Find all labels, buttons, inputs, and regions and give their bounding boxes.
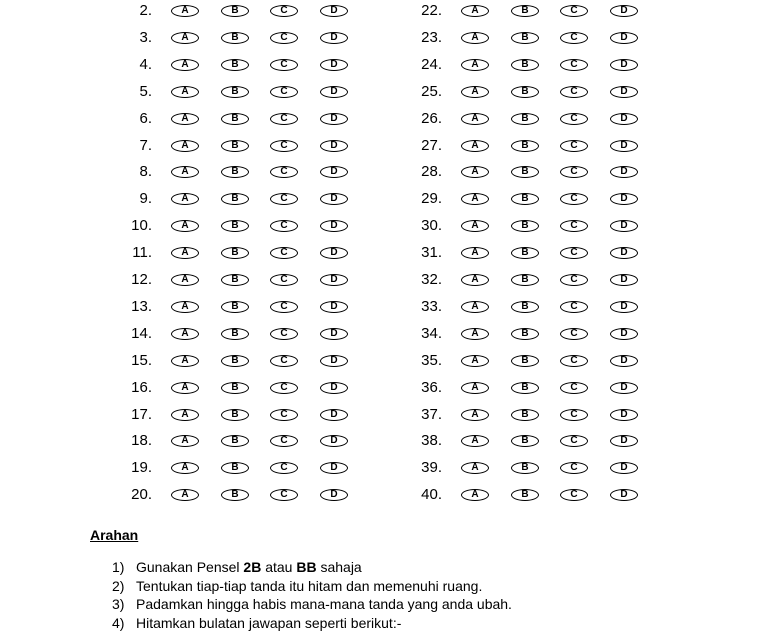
answer-bubble-b[interactable]: B [221, 489, 249, 501]
answer-bubble-c[interactable]: C [270, 140, 298, 152]
answer-bubble-c[interactable]: C [560, 435, 588, 447]
answer-bubble-d[interactable]: D [320, 59, 348, 71]
answer-bubble-a[interactable]: A [461, 59, 489, 71]
answer-row [390, 270, 650, 290]
question-number: 5. [100, 82, 152, 102]
question-number: 30. [390, 216, 442, 236]
answer-bubble-a[interactable]: A [171, 247, 199, 259]
answer-bubble-c[interactable]: C [560, 409, 588, 421]
question-number: 10. [100, 216, 152, 236]
answer-bubble-c[interactable]: C [560, 355, 588, 367]
answer-bubble-a[interactable]: A [171, 409, 199, 421]
answer-bubble-b[interactable]: B [511, 355, 539, 367]
instruction-text: sahaja [317, 559, 362, 575]
question-number: 14. [100, 324, 152, 344]
answer-bubble-b[interactable]: B [511, 328, 539, 340]
answer-bubble-b[interactable]: B [511, 435, 539, 447]
answer-bubble-c[interactable]: C [270, 59, 298, 71]
answer-bubble-c[interactable]: C [270, 220, 298, 232]
answer-row [100, 82, 360, 102]
instruction-text: Padamkan hingga habis mana-mana tanda yang anda ubah. [136, 596, 512, 612]
question-number: 9. [100, 189, 152, 209]
answer-bubble-c[interactable]: C [270, 382, 298, 394]
answer-row [100, 55, 360, 75]
answer-bubble-d[interactable]: D [320, 5, 348, 17]
answer-bubble-b[interactable]: B [511, 274, 539, 286]
answer-bubble-a[interactable]: A [171, 140, 199, 152]
answer-bubble-a[interactable]: A [461, 113, 489, 125]
answer-bubble-d[interactable]: D [610, 301, 638, 313]
answer-bubble-c[interactable]: C [270, 86, 298, 98]
answer-bubble-d[interactable]: D [610, 113, 638, 125]
answer-bubble-d[interactable]: D [610, 247, 638, 259]
instruction-text: Hitamkan bulatan jawapan seperti berikut:- [136, 615, 401, 631]
answer-bubble-d[interactable]: D [610, 328, 638, 340]
question-number: 22. [390, 1, 442, 21]
answer-bubble-a[interactable]: A [461, 462, 489, 474]
answer-bubble-d[interactable]: D [610, 220, 638, 232]
answer-bubble-c[interactable]: C [270, 247, 298, 259]
answer-row [390, 28, 650, 48]
answer-bubble-a[interactable]: A [461, 5, 489, 17]
question-number: 35. [390, 351, 442, 371]
answer-row [100, 109, 360, 129]
answer-bubble-a[interactable]: A [461, 166, 489, 178]
instruction-bold-2b: 2B [243, 559, 261, 575]
answer-bubble-d[interactable]: D [320, 435, 348, 447]
answer-bubble-a[interactable]: A [461, 220, 489, 232]
answer-bubble-a[interactable]: A [461, 247, 489, 259]
answer-bubble-c[interactable]: C [560, 140, 588, 152]
answer-bubble-b[interactable]: B [511, 113, 539, 125]
answer-bubble-d[interactable]: D [610, 489, 638, 501]
answer-bubble-c[interactable]: C [270, 301, 298, 313]
instruction-text: atau [261, 559, 296, 575]
answer-row [100, 324, 360, 344]
instruction-text: Gunakan Pensel [136, 559, 243, 575]
answer-bubble-a[interactable]: A [461, 193, 489, 205]
answer-bubble-b[interactable]: B [221, 462, 249, 474]
instruction-number: 4) [112, 614, 124, 632]
answer-row [100, 485, 360, 505]
answer-bubble-a[interactable]: A [461, 301, 489, 313]
answer-row [100, 189, 360, 209]
answer-bubble-a[interactable]: A [461, 274, 489, 286]
answer-bubble-d[interactable]: D [320, 382, 348, 394]
answer-bubble-a[interactable]: A [171, 193, 199, 205]
question-number: 36. [390, 378, 442, 398]
answer-bubble-b[interactable]: B [511, 301, 539, 313]
answer-bubble-a[interactable]: A [171, 59, 199, 71]
question-number: 38. [390, 431, 442, 451]
answer-bubble-c[interactable]: C [270, 462, 298, 474]
answer-bubble-a[interactable]: A [171, 220, 199, 232]
answer-bubble-c[interactable]: C [270, 409, 298, 421]
answer-bubble-d[interactable]: D [610, 274, 638, 286]
answer-bubble-d[interactable]: D [610, 5, 638, 17]
instruction-item [112, 577, 690, 596]
answer-bubble-b[interactable]: B [511, 382, 539, 394]
answer-bubble-b[interactable]: B [221, 86, 249, 98]
question-number: 20. [100, 485, 152, 505]
answer-row [390, 351, 650, 371]
answer-bubble-c[interactable]: C [270, 355, 298, 367]
answer-row [100, 136, 360, 156]
answer-bubble-d[interactable]: D [610, 166, 638, 178]
answer-bubble-d[interactable]: D [610, 86, 638, 98]
answer-row [390, 55, 650, 75]
question-number: 7. [100, 136, 152, 156]
answer-bubble-a[interactable]: A [171, 5, 199, 17]
question-number: 27. [390, 136, 442, 156]
answer-bubble-b[interactable]: B [221, 140, 249, 152]
instruction-item [112, 595, 690, 614]
question-number: 34. [390, 324, 442, 344]
question-number: 11. [100, 243, 152, 263]
question-number: 16. [100, 378, 152, 398]
question-number: 17. [100, 405, 152, 425]
answer-bubble-b[interactable]: B [221, 247, 249, 259]
question-number: 33. [390, 297, 442, 317]
answer-bubble-a[interactable]: A [171, 489, 199, 501]
answer-bubble-a[interactable]: A [461, 489, 489, 501]
answer-bubble-c[interactable]: C [270, 193, 298, 205]
answer-bubble-a[interactable]: A [461, 435, 489, 447]
answer-bubble-a[interactable]: A [461, 409, 489, 421]
answer-bubble-d[interactable]: D [610, 59, 638, 71]
instruction-text: Tentukan tiap-tiap tanda itu hitam dan memenuhi ruang. [136, 578, 482, 594]
answer-row [390, 189, 650, 209]
answer-row [390, 458, 650, 478]
answer-row [390, 324, 650, 344]
answer-bubble-a[interactable]: A [461, 328, 489, 340]
question-number: 13. [100, 297, 152, 317]
question-number: 31. [390, 243, 442, 263]
instruction-item [112, 614, 690, 632]
answer-bubble-d[interactable]: D [320, 32, 348, 44]
instruction-number: 2) [112, 577, 124, 596]
instruction-number: 1) [112, 558, 124, 577]
question-number: 37. [390, 405, 442, 425]
question-number: 8. [100, 162, 152, 182]
answer-bubble-d[interactable]: D [320, 220, 348, 232]
answer-bubble-d[interactable]: D [320, 113, 348, 125]
answer-bubble-b[interactable]: B [221, 328, 249, 340]
question-number: 12. [100, 270, 152, 290]
answer-bubble-d[interactable]: D [320, 328, 348, 340]
answer-row [390, 216, 650, 236]
question-number: 29. [390, 189, 442, 209]
answer-bubble-b[interactable]: B [221, 59, 249, 71]
question-number: 3. [100, 28, 152, 48]
answer-bubble-d[interactable]: D [320, 489, 348, 501]
question-number: 40. [390, 485, 442, 505]
answer-bubble-c[interactable]: C [560, 113, 588, 125]
answer-bubble-a[interactable]: A [461, 86, 489, 98]
answer-bubble-b[interactable]: B [511, 489, 539, 501]
answer-bubble-c[interactable]: C [560, 328, 588, 340]
answer-bubble-d[interactable]: D [610, 32, 638, 44]
answer-row [390, 405, 650, 425]
question-number: 2. [100, 1, 152, 21]
answer-bubble-a[interactable]: A [461, 32, 489, 44]
answer-bubble-d[interactable]: D [610, 435, 638, 447]
answer-bubble-c[interactable]: C [560, 86, 588, 98]
answer-bubble-b[interactable]: B [511, 86, 539, 98]
answer-row [390, 297, 650, 317]
answer-bubble-a[interactable]: A [171, 166, 199, 178]
question-number: 24. [390, 55, 442, 75]
answer-row [390, 378, 650, 398]
answer-row [100, 378, 360, 398]
answer-row [100, 162, 360, 182]
answer-bubble-b[interactable]: B [221, 274, 249, 286]
answer-bubble-b[interactable]: B [221, 435, 249, 447]
question-number: 4. [100, 55, 152, 75]
instruction-number: 3) [112, 595, 124, 614]
answer-bubble-b[interactable]: B [511, 409, 539, 421]
answer-bubble-b[interactable]: B [511, 32, 539, 44]
answer-bubble-c[interactable]: C [560, 32, 588, 44]
answer-bubble-c[interactable]: C [560, 274, 588, 286]
answer-bubble-b[interactable]: B [511, 193, 539, 205]
answer-bubble-c[interactable]: C [560, 301, 588, 313]
answer-row [100, 216, 360, 236]
answer-bubble-a[interactable]: A [171, 274, 199, 286]
answer-row [390, 431, 650, 451]
answer-bubble-a[interactable]: A [171, 435, 199, 447]
answer-row [100, 431, 360, 451]
answer-row [100, 270, 360, 290]
answer-row [100, 405, 360, 425]
answer-bubble-b[interactable]: B [221, 301, 249, 313]
answer-bubble-d[interactable]: D [320, 301, 348, 313]
answer-bubble-c[interactable]: C [270, 113, 298, 125]
answer-bubble-b[interactable]: B [221, 32, 249, 44]
answer-bubble-b[interactable]: B [511, 220, 539, 232]
answer-row [100, 1, 360, 21]
answer-bubble-b[interactable]: B [221, 220, 249, 232]
question-number: 26. [390, 109, 442, 129]
instruction-bold-bb: BB [296, 559, 316, 575]
instructions-section [90, 526, 690, 632]
answer-bubble-b[interactable]: B [221, 5, 249, 17]
answer-bubble-b[interactable]: B [511, 140, 539, 152]
answer-bubble-b[interactable]: B [221, 382, 249, 394]
answer-bubble-b[interactable]: B [221, 193, 249, 205]
answer-bubble-a[interactable]: A [171, 86, 199, 98]
answer-bubble-b[interactable]: B [221, 409, 249, 421]
answer-row [390, 1, 650, 21]
answer-bubble-a[interactable]: A [171, 328, 199, 340]
answer-bubble-c[interactable]: C [270, 435, 298, 447]
answer-bubble-d[interactable]: D [320, 166, 348, 178]
answer-bubble-c[interactable]: C [270, 32, 298, 44]
answer-row [390, 109, 650, 129]
answer-bubble-c[interactable]: C [560, 166, 588, 178]
answer-bubble-d[interactable]: D [610, 462, 638, 474]
answer-bubble-c[interactable]: C [560, 59, 588, 71]
answer-row [100, 28, 360, 48]
answer-bubble-a[interactable]: A [461, 355, 489, 367]
answer-row [390, 136, 650, 156]
answer-bubble-c[interactable]: C [560, 247, 588, 259]
answer-bubble-d[interactable]: D [320, 409, 348, 421]
answer-bubble-c[interactable]: C [560, 193, 588, 205]
answer-bubble-b[interactable]: B [511, 59, 539, 71]
question-number: 6. [100, 109, 152, 129]
question-number: 28. [390, 162, 442, 182]
question-number: 25. [390, 82, 442, 102]
answer-bubble-d[interactable]: D [610, 140, 638, 152]
answer-bubble-d[interactable]: D [610, 193, 638, 205]
answer-bubble-c[interactable]: C [560, 220, 588, 232]
answer-bubble-b[interactable]: B [511, 462, 539, 474]
answer-row [100, 458, 360, 478]
answer-bubble-d[interactable]: D [320, 355, 348, 367]
answer-bubble-a[interactable]: A [461, 140, 489, 152]
answer-bubble-d[interactable]: D [320, 140, 348, 152]
answer-row [100, 351, 360, 371]
answer-bubble-c[interactable]: C [560, 5, 588, 17]
answer-bubble-b[interactable]: B [221, 113, 249, 125]
question-number: 15. [100, 351, 152, 371]
instructions-title: Arahan [90, 526, 690, 544]
answer-bubble-b[interactable]: B [511, 5, 539, 17]
answer-bubble-d[interactable]: D [610, 382, 638, 394]
answer-bubble-d[interactable]: D [320, 193, 348, 205]
answer-row [390, 485, 650, 505]
question-number: 23. [390, 28, 442, 48]
answer-bubble-c[interactable]: C [270, 489, 298, 501]
answer-bubble-d[interactable]: D [320, 86, 348, 98]
answer-row [390, 243, 650, 263]
answer-bubble-d[interactable]: D [320, 247, 348, 259]
answer-bubble-d[interactable]: D [610, 409, 638, 421]
answer-bubble-c[interactable]: C [560, 489, 588, 501]
answer-row [390, 162, 650, 182]
answer-bubble-b[interactable]: B [221, 166, 249, 178]
answer-bubble-c[interactable]: C [560, 382, 588, 394]
answer-bubble-a[interactable]: A [171, 355, 199, 367]
answer-row [100, 297, 360, 317]
answer-bubble-a[interactable]: A [171, 301, 199, 313]
answer-bubble-d[interactable]: D [610, 355, 638, 367]
answer-row [100, 243, 360, 263]
question-number: 18. [100, 431, 152, 451]
answer-bubble-a[interactable]: A [171, 113, 199, 125]
answer-bubble-a[interactable]: A [171, 382, 199, 394]
answer-bubble-b[interactable]: B [511, 247, 539, 259]
answer-bubble-b[interactable]: B [221, 355, 249, 367]
answer-bubble-c[interactable]: C [270, 166, 298, 178]
answer-bubble-a[interactable]: A [171, 32, 199, 44]
answer-bubble-c[interactable]: C [270, 274, 298, 286]
answer-bubble-c[interactable]: C [270, 328, 298, 340]
answer-bubble-c[interactable]: C [560, 462, 588, 474]
answer-bubble-d[interactable]: D [320, 274, 348, 286]
instructions-list [90, 558, 690, 632]
answer-row [390, 82, 650, 102]
answer-bubble-b[interactable]: B [511, 166, 539, 178]
question-number: 39. [390, 458, 442, 478]
question-number: 19. [100, 458, 152, 478]
question-number: 32. [390, 270, 442, 290]
answer-bubble-a[interactable]: A [461, 382, 489, 394]
answer-bubble-d[interactable]: D [320, 462, 348, 474]
instruction-item [112, 558, 690, 577]
answer-bubble-a[interactable]: A [171, 462, 199, 474]
answer-bubble-c[interactable]: C [270, 5, 298, 17]
